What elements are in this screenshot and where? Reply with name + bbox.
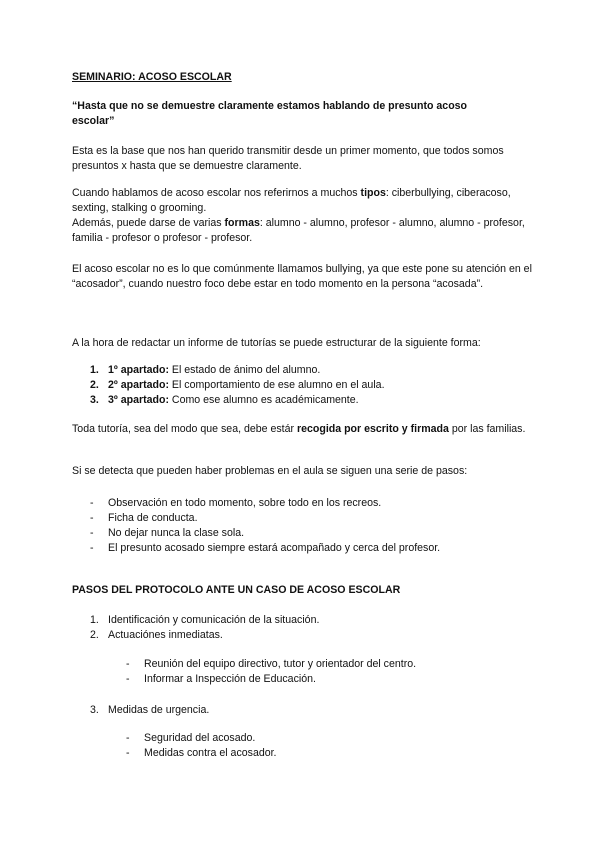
item-text: Identificación y comunicación de la situación.: [108, 614, 320, 626]
item-text: El estado de ánimo del alumno.: [168, 364, 321, 376]
protocol-heading: PASOS DEL PROTOCOLO ANTE UN CASO DE ACOSO ESCOLAR: [72, 584, 401, 596]
list-item: [90, 628, 319, 643]
list-item: [90, 496, 440, 511]
item-text: Medidas contra el acosador.: [144, 747, 277, 759]
item-label: 2º apartado:: [108, 379, 169, 391]
quote: “Hasta que no se demuestre claramente estamos hablando de presunto acoso escolar”: [72, 100, 468, 127]
dash-marker: -: [90, 512, 94, 524]
paragraph-report: A la hora de redactar un informe de tutorías se puede estructurar de la siguiente forma:: [72, 337, 481, 349]
paragraph-steps: Si se detecta que pueden haber problemas en el aula se siguen una serie de pasos:: [72, 465, 468, 477]
list-number: 2.: [90, 629, 99, 641]
types-text-a: Cuando hablamos de acoso escolar nos referirnos a muchos: [72, 187, 361, 199]
steps-list: [90, 496, 441, 556]
paragraph-tutoria: [72, 422, 532, 437]
report-list: [90, 363, 385, 408]
list-number: 2.: [90, 379, 99, 391]
item-text: Ficha de conducta.: [108, 512, 198, 524]
item-text: Medidas de urgencia.: [108, 704, 210, 716]
item-text: El comportamiento de ese alumno en el aula.: [168, 379, 385, 391]
paragraph-intro: Esta es la base que nos han querido transmitir desde un primer momento, que todos somos presuntos x hasta que se demuestre claramente.: [72, 145, 504, 172]
item-text: Como ese alumno es académicamente.: [168, 394, 359, 406]
forms-text-d: Además, puede darse de varias: [72, 217, 225, 229]
list-number: 1.: [90, 614, 99, 626]
types-bold: tipos: [360, 187, 386, 199]
protocol-list-continued: [90, 703, 210, 718]
list-item: [126, 672, 416, 687]
item-text: No dejar nunca la clase sola.: [108, 527, 245, 539]
forms-text-f: : alumno - alumno, profesor - alumno, alumno - profesor, familia - profesor o profesor - profesor.: [72, 217, 525, 244]
item-label: 3º apartado:: [108, 394, 169, 406]
item-text: Seguridad del acosado.: [144, 732, 256, 744]
item-text: Reunión del equipo directivo, tutor y orientador del centro.: [144, 658, 417, 670]
list-number: 3.: [90, 394, 99, 406]
item-text: Informar a Inspección de Educación.: [144, 673, 316, 685]
list-item: [90, 613, 320, 628]
tutoria-bold: recogida por escrito y firmada: [296, 423, 449, 435]
types-text-c: : ciberbullying, ciberacoso, sexting, stalking o grooming.: [72, 187, 511, 214]
dash-marker: -: [126, 747, 130, 759]
tutoria-text-c: por las familias.: [448, 423, 526, 435]
list-item: [90, 541, 441, 556]
dash-marker: -: [90, 542, 94, 554]
item-text: Actuaciónes inmediatas.: [108, 629, 223, 641]
list-item: [90, 393, 385, 408]
urgent-measures-list: [126, 731, 277, 761]
list-item: [90, 363, 385, 378]
dash-marker: -: [90, 527, 94, 539]
list-number: 3.: [90, 704, 99, 716]
list-item: [90, 526, 440, 541]
paragraph-types: [72, 186, 532, 246]
dash-marker: -: [126, 658, 130, 670]
document-title: SEMINARIO: ACOSO ESCOLAR: [72, 71, 232, 83]
list-item: [126, 731, 277, 746]
item-text: Observación en todo momento, sobre todo en los recreos.: [108, 497, 382, 509]
tutoria-text-a: Toda tutoría, sea del modo que sea, debe estár: [72, 423, 297, 435]
dash-marker: -: [126, 673, 130, 685]
forms-bold: formas: [224, 217, 260, 229]
paragraph-bullying: El acoso escolar no es lo que comúnmente llamamos bullying, ya que este pone su atención en el “acosador”, cuando nuestro foco debe estar en todo momento en la persona “acosada”.: [72, 263, 532, 290]
list-item: [126, 657, 417, 672]
item-label: 1º apartado:: [108, 364, 169, 376]
dash-marker: -: [126, 732, 130, 744]
item-text: El presunto acosado siempre estará acompañado y cerca del profesor.: [108, 542, 441, 554]
list-number: 1.: [90, 364, 99, 376]
immediate-actions-list: [126, 657, 417, 687]
protocol-list: [90, 613, 320, 643]
list-item: [90, 378, 385, 393]
list-item: [126, 746, 277, 761]
list-item: [90, 511, 440, 526]
dash-marker: -: [90, 497, 94, 509]
list-item: [90, 703, 210, 718]
